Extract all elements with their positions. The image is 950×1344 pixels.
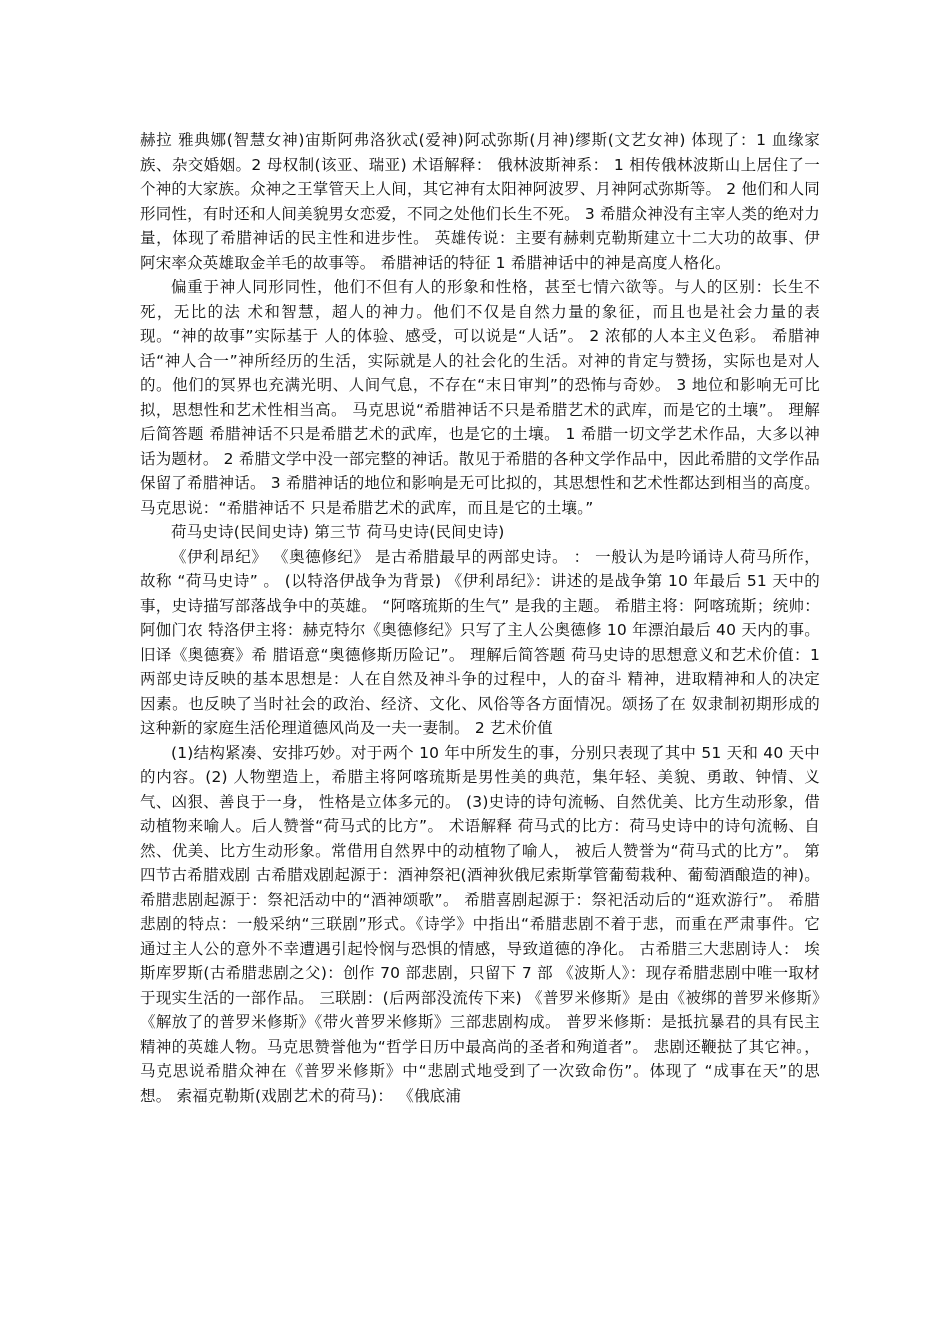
document-page	[140, 128, 820, 1108]
section-heading-homer: 荷马史诗(民间史诗) 第三节 荷马史诗(民间史诗)	[171, 523, 505, 541]
paragraph-mythology-features: 偏重于神人同形同性，他们不但有人的形象和性格，甚至七情六欲等。与人的区别：长生不死，无比的法 术和智慧，超人的神力。他们不仅是自然力量的象征，而且也是社会力量的表现。“神的故事”实际基于 人的体验、感受，可以说是“人话”。 2 浓郁的人本主义色彩。 希腊神话“神人合一”神所经历的生活，实际就是人的社会化的生活。对神的肯定与赞扬，实际也是对人 的。他们的冥界也充满光明、人间气息，不存在“末日审判”的恐怖与奇妙。 3 地位和影响无可比拟，思想性和艺术性相当高。 马克思说“希腊神话不只是希腊艺术的武库，而是它的土壤”。 理解后简答题 希腊神话不只是希腊艺术的武库，也是它的土壤。 1 希腊一切文学艺术作品，大多以神话为题材。 2 希腊文学中没一部完整的神话。散见于希腊的各种文学作品中，因此希腊的文学作品保留了希腊神话。 3 希腊神话的地位和影响是无可比拟的，其思想性和艺术性都达到相当的高度。马克思说：“希腊神话不 只是希腊艺术的武库，而且是它的土壤。”	[140, 278, 820, 517]
paragraph-greek-gods: 赫拉 雅典娜(智慧女神)宙斯阿弗洛狄忒(爱神)阿忒弥斯(月神)缪斯(文艺女神) 体现了：1 血缘家族、杂交婚姻。2 母权制(该亚、瑞亚) 术语解释： 俄林波斯神系： 1 相传俄林波斯山上居住了一个神的大家族。众神之王掌管天上人间，其它神有太阳神阿波罗、月神阿忒弥斯等。 2 他们和人同形同性，有时还和人间美貌男女恋爱，不同之处他们长生不死。 3 希腊众神没有主宰人类的绝对力量，体现了希腊神话的民主性和进步性。 英雄传说：主要有赫剌克勒斯建立十二大功的故事、伊阿宋率众英雄取金羊毛的故事等。 希腊神话的特征 1 希腊神话中的神是高度人格化。	[140, 131, 820, 272]
paragraph-art-value-drama: (1)结构紧凑、安排巧妙。对于两个 10 年中所发生的事，分别只表现了其中 51 天和 40 天中的内容。(2) 人物塑造上，希腊主将阿喀琉斯是男性美的典范，集年轻、美貌、勇敢、钟情、义气、凶狠、善良于一身， 性格是立体多元的。 (3)史诗的诗句流畅、自然优美、比方生动形象，借动植物来喻人。后人赞誉“荷马式的比方”。 术语解释 荷马式的比方：荷马史诗中的诗句流畅、自然、优美、比方生动形象。常借用自然界中的动植物了喻人， 被后人赞誉为“荷马式的比方”。 第四节古希腊戏剧 古希腊戏剧起源于：酒神祭祀(酒神狄俄尼索斯掌管葡萄栽种、葡萄酒酿造的神)。 希腊悲剧起源于：祭祀活动中的“酒神颂歌”。 希腊喜剧起源于：祭祀活动后的“逛欢游行”。 希腊悲剧的特点：一般采纳“三联剧”形式。《诗学》中指出“希腊悲剧不着于悲，而重在严肃事件。它 通过主人公的意外不幸遭遇引起怜悯与恐惧的情感，导致道德的净化。 古希腊三大悲剧诗人： 埃斯库罗斯(古希腊悲剧之父)：创作 70 部悲剧，只留下 7 部 《波斯人》：现存希腊悲剧中唯一取材于现实生活的一部作品。 三联剧：(后两部没流传下来) 《普罗米修斯》是由《被绑的普罗米修斯》《解放了的普罗米修斯》《带火普罗米修斯》三部悲剧构成。 普罗米修斯：是抵抗暴君的具有民主精神的英雄人物。马克思赞誉他为“哲学日历中最高尚的圣者和殉道者”。 悲剧还鞭挞了其它神。，马克思说希腊众神在《普罗米修斯》中“悲剧式地受到了一次致命伤”。体现了 “成事在天”的思想。 索福克勒斯(戏剧艺术的荷马)： 《俄底浦	[140, 743, 820, 1105]
paragraph-homer-epics: 《伊利昂纪》 《奥德修纪》 是古希腊最早的两部史诗。 ： 一般认为是吟诵诗人荷马所作， 故称 “荷马史诗” 。 (以特洛伊战争为背景) 《伊利昂纪》：讲述的是战争第 10 年最后 51 天中的事，史诗描写部落战争中的英雄。 “阿喀琉斯的生气” 是我的主题。 希腊主将：阿喀琉斯；统帅：阿伽门农 特洛伊主将：赫克特尔《奥德修纪》只写了主人公奥德修 10 年漂泊最后 40 天内的事。旧译《奥德赛》希 腊语意“奥德修斯历险记”。 理解后简答题 荷马史诗的思想意义和艺术价值：1 两部史诗反映的基本思想是：人在自然及神斗争的过程中，人的奋斗 精神，进取精神和人的决定因素。也反映了当时社会的政治、经济、文化、风俗等各方面情况。颂扬了在 奴隶制初期形成的这种新的家庭生活伦理道德风尚及一夫一妻制。 2 艺术价值	[140, 547, 820, 737]
